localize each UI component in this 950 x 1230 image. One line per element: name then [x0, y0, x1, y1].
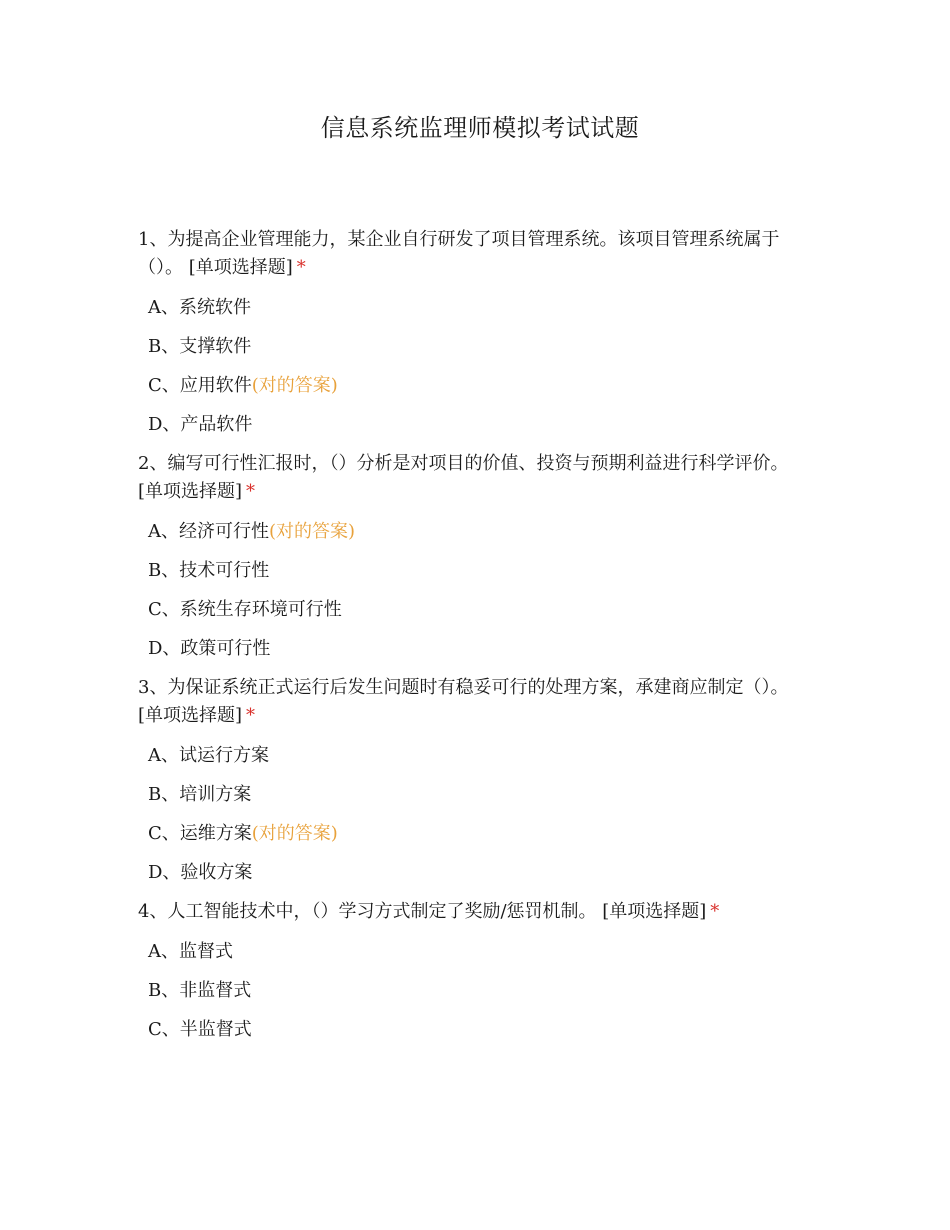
option-label: B、非监督式 — [148, 980, 252, 1001]
option-d — [148, 411, 818, 439]
question-4 — [138, 898, 818, 1044]
question-type: [单项选择题] — [138, 481, 243, 502]
option-c — [148, 1016, 818, 1044]
question-list — [138, 226, 818, 1055]
option-a — [148, 938, 818, 966]
option-label: D、政策可行性 — [148, 638, 271, 659]
option-label: B、培训方案 — [148, 784, 252, 805]
question-1 — [138, 226, 818, 439]
question-number: 2、 — [138, 453, 168, 474]
option-a — [148, 518, 818, 546]
question-number: 4、 — [138, 901, 168, 922]
question-text: 为提高企业管理能力，某企业自行研发了项目管理系统。该项目管理系统属于（）。 — [138, 229, 780, 278]
question-1-stem — [138, 226, 818, 282]
option-label: C、系统生存环境可行性 — [148, 599, 342, 620]
question-text: 编写可行性汇报时，（）分析是对项目的价值、投资与预期利益进行科学评价。 — [167, 453, 789, 474]
question-type: [单项选择题] — [138, 705, 243, 726]
question-text: 人工智能技术中，（）学习方式制定了奖励/惩罚机制。 — [167, 901, 597, 922]
correct-answer-mark: (对的答案) — [251, 375, 338, 396]
question-text: 为保证系统正式运行后发生问题时有稳妥可行的处理方案，承建商应制定（）。 — [167, 677, 789, 698]
option-label: D、产品软件 — [148, 414, 253, 435]
option-c — [148, 596, 818, 624]
option-a — [148, 294, 818, 322]
option-label: C、应用软件 — [148, 375, 252, 396]
option-b — [148, 781, 818, 809]
question-number: 1、 — [138, 229, 168, 250]
correct-answer-mark: (对的答案) — [251, 823, 338, 844]
option-d — [148, 635, 818, 663]
question-number: 3、 — [138, 677, 168, 698]
option-b — [148, 333, 818, 361]
option-b — [148, 557, 818, 585]
question-2-stem — [138, 450, 818, 506]
option-c — [148, 372, 818, 400]
question-type: [单项选择题] — [188, 257, 293, 278]
required-marker: * — [246, 481, 256, 502]
option-label: B、技术可行性 — [148, 560, 270, 581]
option-d — [148, 859, 818, 887]
question-4-stem — [138, 898, 818, 926]
option-c — [148, 820, 818, 848]
option-label: A、监督式 — [148, 941, 233, 962]
correct-answer-mark: (对的答案) — [269, 521, 356, 542]
option-label: B、支撑软件 — [148, 336, 252, 357]
question-3-stem — [138, 674, 818, 730]
option-b — [148, 977, 818, 1005]
option-label: A、经济可行性 — [148, 521, 269, 542]
question-type: [单项选择题] — [602, 901, 707, 922]
option-label: A、系统软件 — [148, 297, 251, 318]
question-3 — [138, 674, 818, 887]
question-2 — [138, 450, 818, 663]
required-marker: * — [296, 257, 306, 278]
option-label: C、半监督式 — [148, 1019, 252, 1040]
option-label: D、验收方案 — [148, 862, 253, 883]
option-label: C、运维方案 — [148, 823, 252, 844]
required-marker: * — [710, 901, 720, 922]
required-marker: * — [246, 705, 256, 726]
option-label: A、试运行方案 — [148, 745, 269, 766]
option-a — [148, 742, 818, 770]
document-title: 信息系统监理师模拟考试试题 — [320, 114, 640, 142]
